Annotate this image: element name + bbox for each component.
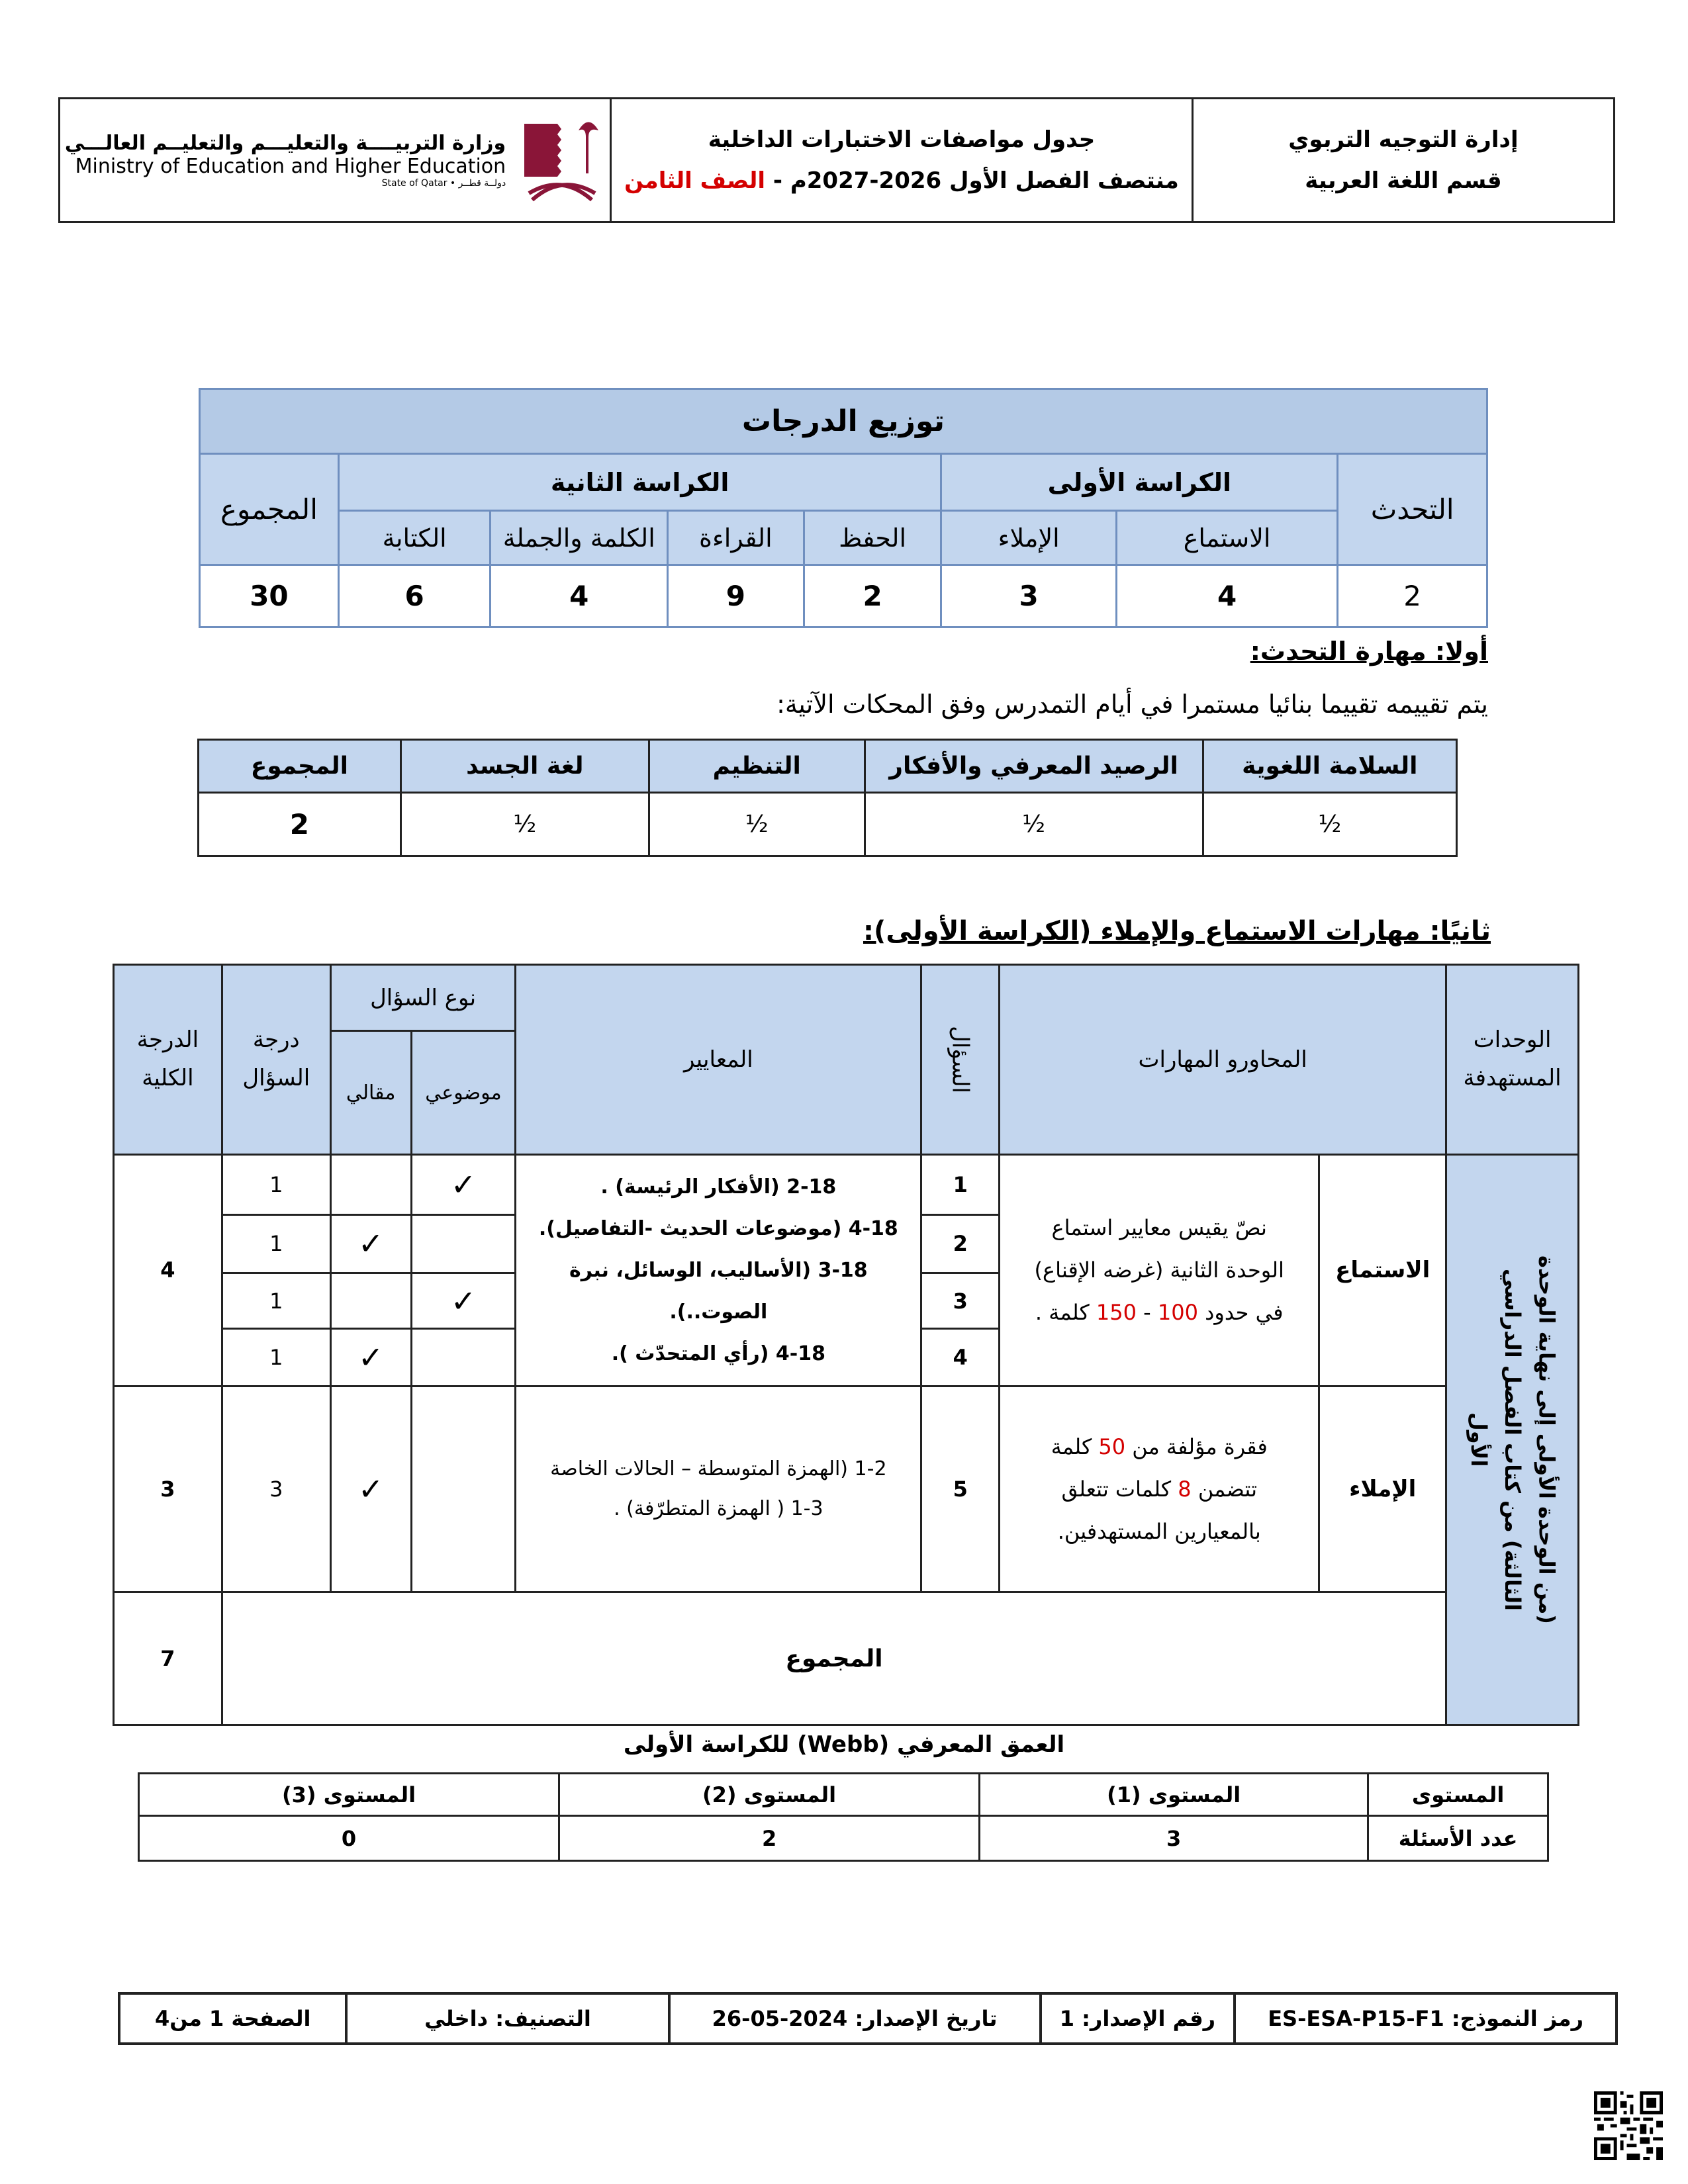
- level-2-header: المستوى (2): [559, 1774, 980, 1816]
- listening-skill: الاستماع: [1319, 1155, 1446, 1387]
- body-language-value: ½: [400, 793, 649, 856]
- dept-cell: [1192, 99, 1614, 222]
- grade-label: الصف الثامن: [624, 167, 766, 194]
- question-grade: 1: [222, 1329, 330, 1386]
- ministry-cell: [60, 99, 611, 222]
- grade-distribution-table: [199, 388, 1488, 628]
- memorization-header: الحفظ: [804, 511, 941, 565]
- writing-value: 6: [338, 565, 491, 627]
- question-number: 2: [921, 1214, 1000, 1273]
- level-header: المستوى: [1368, 1774, 1548, 1816]
- criteria-item: 4-18 (رأي المتحدّث ).: [611, 1342, 825, 1365]
- word-sentence-value: 4: [491, 565, 668, 627]
- level-3-count: 0: [139, 1816, 559, 1861]
- essay-cell: [330, 1155, 411, 1214]
- criteria-item: 4-18 (موضوعات الحديث -التفاصيل).: [538, 1216, 898, 1240]
- listening-desc-dash: -: [1136, 1300, 1158, 1326]
- word-count-min: 100: [1157, 1300, 1198, 1326]
- dictation-desc-pre: فقرة مؤلفة من: [1125, 1433, 1268, 1459]
- linguistic-accuracy-header: السلامة اللغوية: [1203, 740, 1456, 793]
- ministry-name-en: Ministry of Education and Higher Education: [75, 155, 506, 178]
- classification: التصنيف: داخلي: [346, 1993, 669, 2044]
- ministry-state: State of Qatar • دولــة قطــر: [381, 178, 506, 189]
- listening-header: الاستماع: [1116, 511, 1337, 565]
- listening-description: [1000, 1155, 1319, 1387]
- question-grade: 3: [222, 1386, 330, 1592]
- section-name: قسم اللغة العربية: [1305, 167, 1502, 194]
- listening-value: 4: [1116, 565, 1337, 627]
- knowledge-ideas-value: ½: [865, 793, 1203, 856]
- units-header: الوحدات المستهدفة: [1446, 965, 1579, 1155]
- speaking-intro: يتم تقييمه تقييما بنائيا مستمرا في أيام التمدرس وفق المحكات الآتية:: [776, 690, 1488, 719]
- objective-cell: [411, 1386, 516, 1592]
- listening-desc-line1: نصّ يقيس معايير استماع: [1051, 1215, 1267, 1241]
- speaking-criteria-table: [197, 739, 1458, 857]
- organization-header: التنظيم: [649, 740, 865, 793]
- speaking-total-value: 2: [199, 793, 401, 856]
- page-number: الصفحة 1 من4: [119, 1993, 346, 2044]
- dept-name: إدارة التوجيه التربوي: [1288, 126, 1519, 153]
- page-header: [58, 97, 1615, 223]
- listening-desc-post: كلمة .: [1035, 1300, 1096, 1326]
- ministry-name-ar: وزارة التربيــــة والتعليـــم والتعليــم العالـــي: [64, 132, 506, 155]
- essay-check-icon: ✓: [330, 1214, 411, 1273]
- memorization-value: 2: [804, 565, 941, 627]
- objective-cell: [411, 1214, 516, 1273]
- dictation-criteria: [516, 1386, 921, 1592]
- criteria-item: 1-2 (الهمزة المتوسطة – الحالات الخاصة: [550, 1457, 887, 1480]
- dictation-desc2-post: كلمات تتعلق: [1061, 1476, 1178, 1502]
- axes-header: المحاورو المهارات: [1000, 965, 1446, 1155]
- reading-header: القراءة: [668, 511, 804, 565]
- listening-spec-table: [113, 964, 1579, 1726]
- title-cell: [611, 99, 1193, 222]
- question-grade: 1: [222, 1214, 330, 1273]
- grades-title: توزيع الدرجات: [200, 389, 1487, 454]
- issue-number: رقم الإصدار: 1: [1041, 1993, 1235, 2044]
- page-footer: [118, 1992, 1618, 2045]
- organization-value: ½: [649, 793, 865, 856]
- speaking-value: 2: [1338, 565, 1487, 627]
- question-number: 3: [921, 1273, 1000, 1329]
- question-type-header: نوع السؤال: [330, 965, 516, 1031]
- reading-value: 9: [668, 565, 804, 627]
- question-grade: 1: [222, 1155, 330, 1214]
- knowledge-ideas-header: الرصيد المعرفي والأفكار: [865, 740, 1203, 793]
- dictation-skill: الإملاء: [1319, 1386, 1446, 1592]
- dictation-desc-post: كلمة: [1051, 1433, 1099, 1459]
- dictation-desc-line3: بالمعيارين المستهدفين.: [1057, 1518, 1261, 1544]
- level-1-count: 3: [980, 1816, 1368, 1861]
- question-number: 5: [921, 1386, 1000, 1592]
- listening-criteria: [516, 1155, 921, 1387]
- speaking-heading: أولا: مهارة التحدث:: [1250, 637, 1488, 666]
- listening-heading: ثانيًا: مهارات الاستماع والإملاء (الكراسة الأولى):: [863, 916, 1491, 946]
- criteria-item: 2-18 (الأفكار الرئيسة) .: [600, 1175, 837, 1199]
- question-number: 4: [921, 1329, 1000, 1386]
- question-count-label: عدد الأسئلة: [1368, 1816, 1548, 1861]
- level-1-header: المستوى (1): [980, 1774, 1368, 1816]
- criteria-item: 1-3 ( الهمزة المتطرّفة) .: [614, 1496, 823, 1520]
- doc-subtitle: منتصف الفصل الأول 2026-2027م -: [765, 167, 1179, 194]
- speaking-header: التحدث: [1338, 454, 1487, 565]
- total-header: المجموع: [200, 454, 339, 565]
- dictation-header: الإملاء: [941, 511, 1116, 565]
- listening-desc-line2: الوحدة الثانية (غرضه الإقناع): [1034, 1257, 1284, 1283]
- sum-value: 7: [114, 1592, 222, 1725]
- paragraph-word-count: 50: [1098, 1433, 1126, 1459]
- question-grade: 1: [222, 1273, 330, 1329]
- webb-table: [138, 1772, 1549, 1862]
- dictation-description: [1000, 1386, 1319, 1592]
- listening-total: 4: [114, 1155, 222, 1387]
- units-text: (من الوحدة الأولى إلى نهاية الوحدة الثالثة) من كتاب الفصل الدراسي الأول: [1466, 1255, 1560, 1625]
- target-word-count: 8: [1178, 1476, 1192, 1502]
- total-value: 30: [200, 565, 339, 627]
- objective-check-icon: ✓: [411, 1155, 516, 1214]
- dictation-total: 3: [114, 1386, 222, 1592]
- qr-code-icon: [1594, 2091, 1663, 2160]
- units-cell: [1446, 1155, 1579, 1725]
- level-2-count: 2: [559, 1816, 980, 1861]
- speaking-total-header: المجموع: [199, 740, 401, 793]
- word-count-max: 150: [1096, 1300, 1137, 1326]
- criteria-item: 3-18 (الأساليب، الوسائل، نبرة الصوت..).: [569, 1258, 868, 1324]
- question-number: 1: [921, 1155, 1000, 1214]
- essay-check-icon: ✓: [330, 1386, 411, 1592]
- objective-cell: [411, 1329, 516, 1386]
- notebook1-header: الكراسة الأولى: [941, 454, 1338, 511]
- doc-title: جدول مواصفات الاختبارات الداخلية: [708, 126, 1096, 153]
- notebook2-header: الكراسة الثانية: [338, 454, 941, 511]
- criteria-header: المعايير: [516, 965, 921, 1155]
- essay-header: مقالي: [330, 1031, 411, 1155]
- body-language-header: لغة الجسد: [400, 740, 649, 793]
- webb-title: العمق المعرفي (Webb) للكراسة الأولى: [623, 1731, 1065, 1758]
- listening-desc-pre: في حدود: [1197, 1300, 1284, 1326]
- essay-check-icon: ✓: [330, 1329, 411, 1386]
- sum-label: المجموع: [222, 1592, 1446, 1725]
- objective-header: موضوعي: [411, 1031, 516, 1155]
- word-sentence-header: الكلمة والجملة: [491, 511, 668, 565]
- question-grade-header: درجة السؤال: [222, 965, 330, 1155]
- essay-cell: [330, 1273, 411, 1329]
- dictation-desc2-pre: تتضمن: [1191, 1476, 1257, 1502]
- issue-date: تاريخ الإصدار: 2024-05-26: [669, 1993, 1041, 2044]
- total-grade-header: الدرجة الكلية: [114, 965, 222, 1155]
- objective-check-icon: ✓: [411, 1273, 516, 1329]
- question-header-label: السؤال: [947, 1026, 974, 1094]
- form-code: رمز النموذج: ES-ESA-P15-F1: [1235, 1993, 1617, 2044]
- level-3-header: المستوى (3): [139, 1774, 559, 1816]
- dictation-value: 3: [941, 565, 1116, 627]
- ministry-logo-icon: [519, 111, 605, 210]
- writing-header: الكتابة: [338, 511, 491, 565]
- linguistic-accuracy-value: ½: [1203, 793, 1456, 856]
- question-header: [921, 965, 1000, 1155]
